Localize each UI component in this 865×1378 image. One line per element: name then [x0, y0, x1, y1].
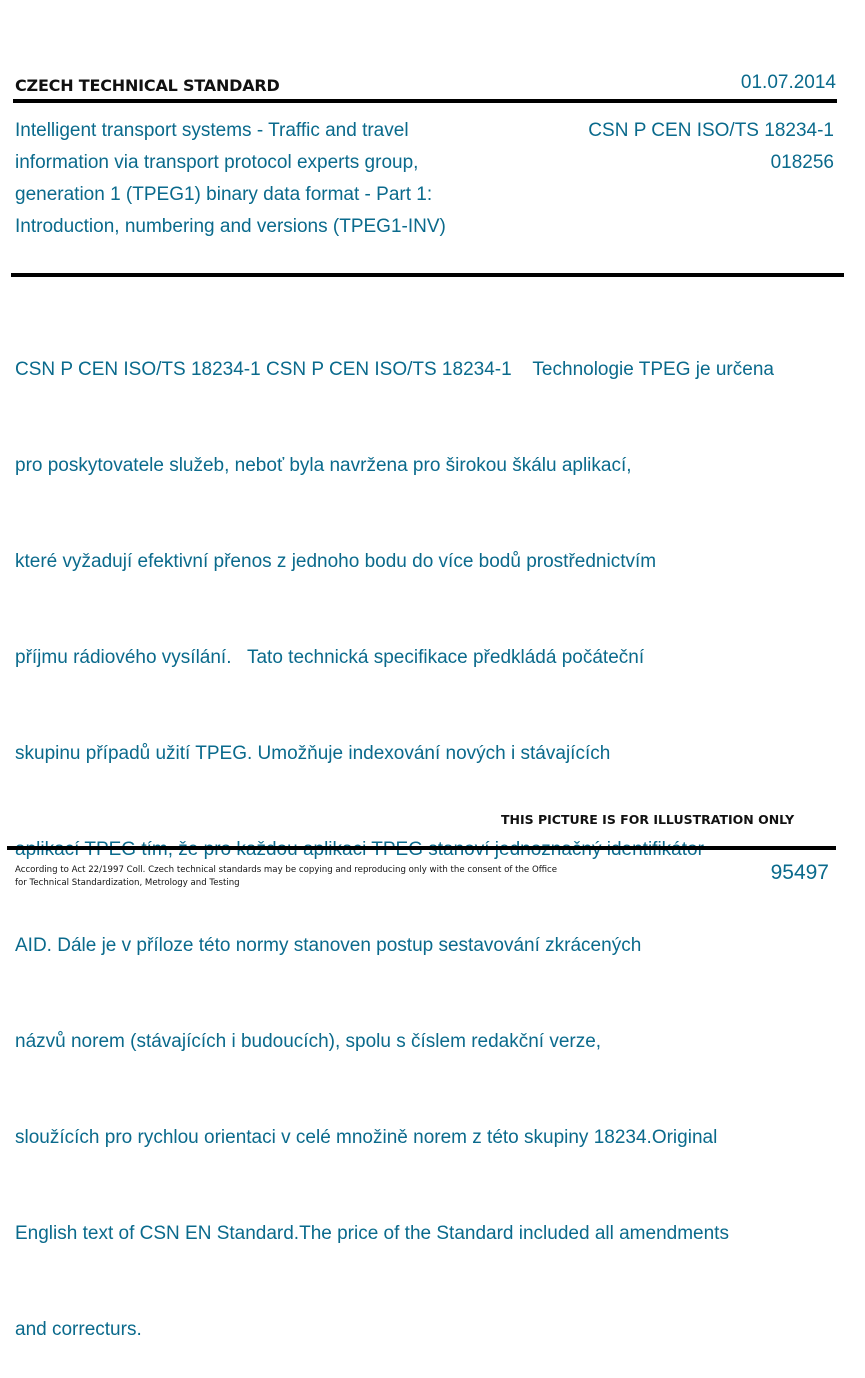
abstract-line: pro poskytovatele služeb, neboť byla navržena pro širokou škálu aplikací, — [15, 455, 632, 476]
header-divider — [13, 99, 837, 103]
title-line: generation 1 (TPEG1) binary data format - Part 1: — [15, 184, 433, 205]
publication-date: 01.07.2014 — [740, 72, 836, 93]
abstract-line: názvů norem (stávajících i budoucích), spolu s číslem redakční verze, — [15, 1031, 602, 1052]
abstract-line: které vyžadují efektivní přenos z jednoho bodu do více bodů prostřednictvím — [15, 551, 657, 572]
abstract-line: AID. Dále je v příloze této normy stanoven postup sestavování zkrácených — [15, 935, 642, 956]
abstract-line — [15, 834, 865, 866]
section-divider — [11, 273, 844, 277]
title-line: Introduction, numbering and versions (TPEG1-INV) — [15, 216, 446, 237]
standard-code-block — [588, 115, 834, 179]
legal-line: for Technical Standardization, Metrology and Testing — [15, 877, 240, 888]
legal-line: According to Act 22/1997 Coll. Czech technical standards may be copying and reproducing only with the consent of the Office — [15, 865, 558, 875]
standard-title — [15, 115, 535, 243]
footer-divider — [7, 846, 836, 850]
abstract-line: skupinu případů užití TPEG. Umožňuje indexování nových i stávajících — [15, 743, 611, 764]
abstract-line: English text of CSN EN Standard.The price of the Standard included all amendments — [15, 1223, 729, 1244]
legal-notice — [15, 864, 585, 889]
abstract-line: sloužících pro rychlou orientaci v celé množině norem z této skupiny 18234.Original — [15, 1127, 718, 1148]
standard-type-label: CZECH TECHNICAL STANDARD — [15, 76, 280, 95]
title-line: information via transport protocol experts group, — [15, 152, 419, 173]
document-number: 95497 — [770, 861, 829, 884]
abstract-line: CSN P CEN ISO/TS 18234-1 CSN P CEN ISO/TS 18234-1 Technologie TPEG je určena — [15, 359, 774, 380]
standard-code: CSN P CEN ISO/TS 18234-1 — [588, 120, 834, 141]
abstract-line: příjmu rádiového vysílání. Tato technická specifikace předkládá počáteční — [15, 647, 645, 668]
abstract-line: and correcturs. — [15, 1319, 142, 1340]
title-line: Intelligent transport systems - Traffic and travel — [15, 120, 409, 141]
abstract-text — [15, 290, 865, 1378]
illustration-disclaimer: THIS PICTURE IS FOR ILLUSTRATION ONLY — [501, 812, 795, 827]
catalog-number: 018256 — [770, 152, 834, 173]
